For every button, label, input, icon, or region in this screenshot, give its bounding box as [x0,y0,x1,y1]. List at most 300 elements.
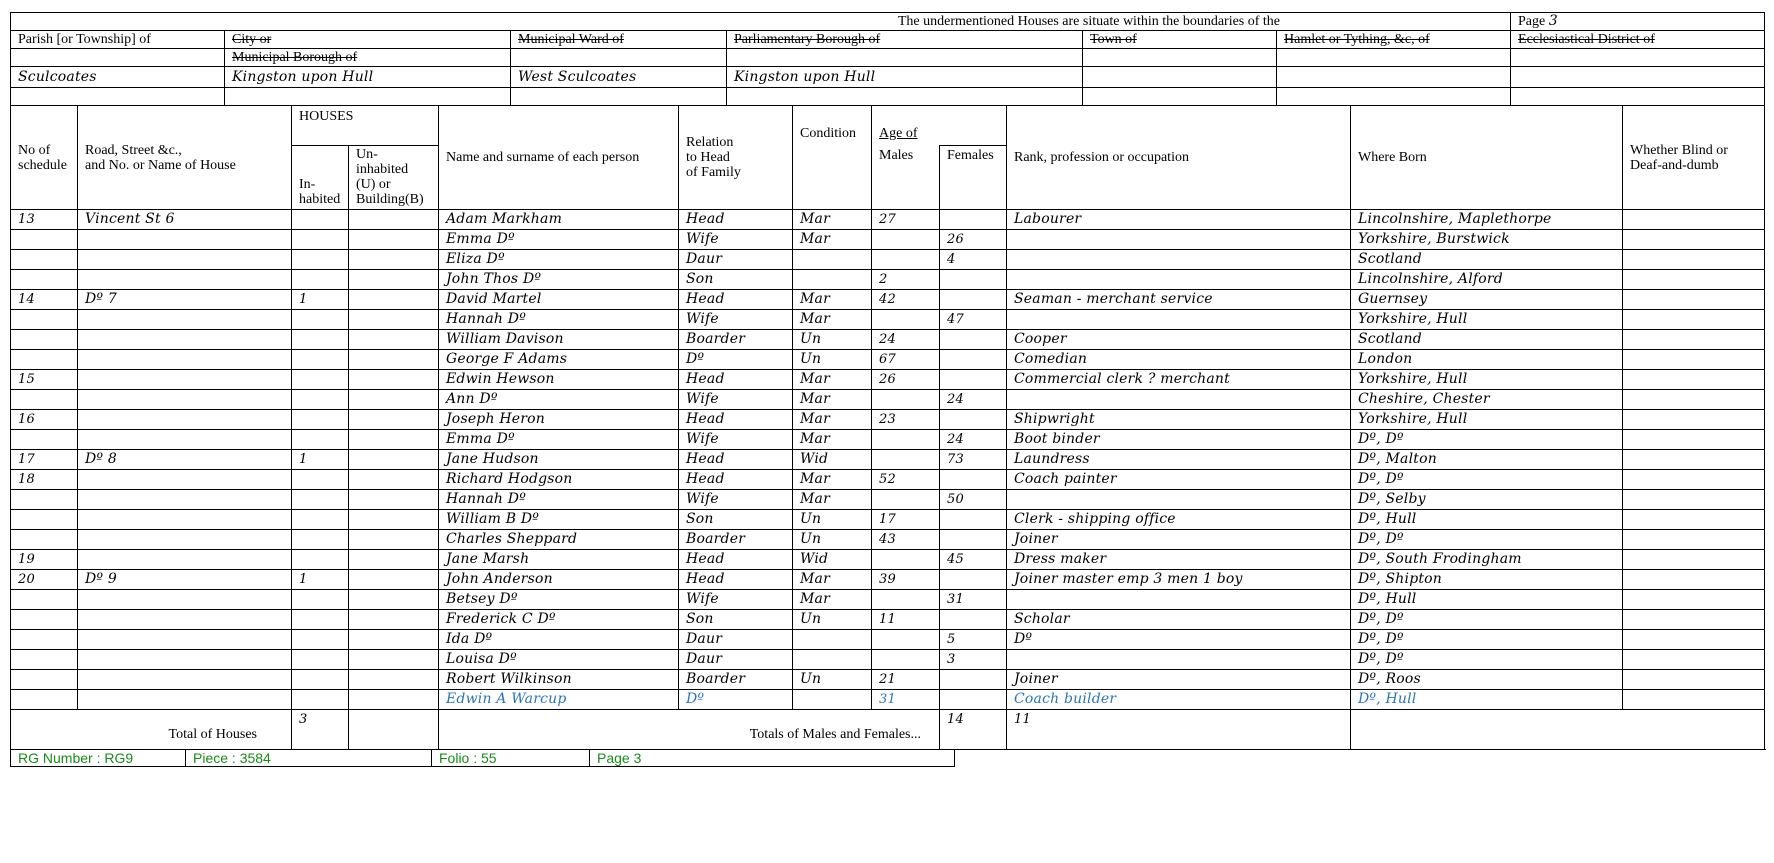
uninhabited-cell [349,270,439,290]
uninhabited-cell [349,610,439,630]
occupation-cell: Cooper [1007,330,1351,350]
road-cell [78,490,292,510]
relation-cell: Son [679,610,793,630]
occupation-cell: Seaman - merchant service [1007,290,1351,310]
road-cell [78,550,292,570]
schedule-cell [11,270,78,290]
relation-cell: Wife [679,590,793,610]
name-cell: George F Adams [439,350,679,370]
males-cell [872,310,940,330]
col-name: Name and surname of each person [439,106,679,210]
inhabited-cell [292,310,349,330]
occupation-cell: Dress maker [1007,550,1351,570]
inhabited-cell [292,230,349,250]
table-row [11,310,1765,330]
uninhabited-cell [349,230,439,250]
eccl-label: Ecclesiastical District of [1511,31,1765,49]
males-cell [872,250,940,270]
condition-cell: Un [793,330,872,350]
total-houses-label: Total of Houses [11,710,292,750]
condition-cell: Un [793,350,872,370]
occupation-cell [1007,650,1351,670]
totals-row [11,710,1765,750]
census-rows [11,210,1765,710]
col-uninhabited: Un- inhabited (U) or Building(B) [349,146,439,210]
condition-cell: Wid [793,450,872,470]
inhabited-cell [292,470,349,490]
females-cell: 24 [940,390,1007,410]
males-cell [872,230,940,250]
table-row [11,210,1765,230]
relation-cell: Head [679,410,793,430]
occupation-cell: Joiner [1007,670,1351,690]
males-cell [872,430,940,450]
born-cell: Dº, Roos [1351,670,1623,690]
relation-cell: Head [679,470,793,490]
col-blind: Whether Blind or Deaf-and-dumb [1623,106,1765,210]
condition-cell: Mar [793,210,872,230]
table-row [11,530,1765,550]
total-females: 11 [1007,710,1351,750]
schedule-cell [11,590,78,610]
males-cell: 24 [872,330,940,350]
road-cell [78,690,292,710]
table-row [11,610,1765,630]
males-cell [872,390,940,410]
inhabited-cell [292,390,349,410]
blind-cell [1623,330,1765,350]
road-cell [78,330,292,350]
reference-footer [10,749,955,767]
road-cell [78,250,292,270]
occupation-cell: Boot binder [1007,430,1351,450]
road-cell [78,530,292,550]
col-males: Males [872,146,940,210]
schedule-cell: 15 [11,370,78,390]
col-females: Females [940,146,1007,210]
relation-cell: Dº [679,350,793,370]
table-row [11,330,1765,350]
blind-cell [1623,490,1765,510]
condition-cell: Mar [793,290,872,310]
relation-cell: Head [679,450,793,470]
born-cell: Yorkshire, Burstwick [1351,230,1623,250]
name-cell: Robert Wilkinson [439,670,679,690]
relation-cell: Boarder [679,530,793,550]
relation-cell: Son [679,510,793,530]
name-cell: Adam Markham [439,210,679,230]
schedule-cell [11,310,78,330]
females-cell [940,570,1007,590]
city-label: City or [225,31,511,49]
inhabited-cell [292,330,349,350]
condition-cell [793,630,872,650]
table-row [11,250,1765,270]
inhabited-cell [292,430,349,450]
males-cell [872,630,940,650]
name-cell: Emma Dº [439,430,679,450]
occupation-cell [1007,270,1351,290]
born-cell: Scotland [1351,330,1623,350]
schedule-cell: 14 [11,290,78,310]
blind-cell [1623,630,1765,650]
schedule-cell [11,530,78,550]
inhabited-cell [292,690,349,710]
table-row [11,290,1765,310]
table-row [11,690,1765,710]
born-cell: Dº, Hull [1351,690,1623,710]
town-label: Town of [1083,31,1277,49]
males-cell: 67 [872,350,940,370]
schedule-cell: 19 [11,550,78,570]
born-cell: Scotland [1351,250,1623,270]
females-cell [940,410,1007,430]
inhabited-cell [292,550,349,570]
males-cell: 42 [872,290,940,310]
schedule-cell [11,250,78,270]
blind-cell [1623,430,1765,450]
name-cell: Edwin Hewson [439,370,679,390]
page-label: Page [1518,14,1546,29]
occupation-cell [1007,310,1351,330]
blind-cell [1623,690,1765,710]
name-cell: Emma Dº [439,230,679,250]
relation-cell: Dº [679,690,793,710]
blind-cell [1623,210,1765,230]
condition-cell [793,690,872,710]
road-cell: Dº 9 [78,570,292,590]
females-cell [940,530,1007,550]
table-row [11,570,1765,590]
road-cell [78,350,292,370]
road-cell [78,470,292,490]
condition-cell: Mar [793,570,872,590]
col-schedule: No of schedule [11,106,78,210]
relation-cell: Head [679,370,793,390]
uninhabited-cell [349,370,439,390]
parl-value: Kingston upon Hull [727,67,1083,88]
condition-cell: Un [793,530,872,550]
males-cell [872,490,940,510]
relation-cell: Head [679,210,793,230]
ward-value: West Sculcoates [511,67,727,88]
uninhabited-cell [349,590,439,610]
col-inhabited: In- habited [292,146,349,210]
blind-cell [1623,650,1765,670]
inhabited-cell: 1 [292,290,349,310]
inhabited-cell [292,630,349,650]
blind-cell [1623,230,1765,250]
name-cell: Frederick C Dº [439,610,679,630]
road-cell [78,270,292,290]
col-condition: Condition [793,106,872,210]
name-cell: Hannah Dº [439,490,679,510]
females-cell: 5 [940,630,1007,650]
blind-cell [1623,610,1765,630]
blind-cell [1623,250,1765,270]
relation-cell: Boarder [679,330,793,350]
blind-cell [1623,290,1765,310]
table-row [11,370,1765,390]
table-row [11,230,1765,250]
born-cell: Lincolnshire, Maplethorpe [1351,210,1623,230]
born-cell: Dº, Hull [1351,590,1623,610]
males-cell: 52 [872,470,940,490]
total-mf-label: Totals of Males and Females... [439,710,940,750]
piece-number: Piece : 3584 [186,750,432,767]
blind-cell [1623,590,1765,610]
born-cell: Dº, Dº [1351,630,1623,650]
schedule-cell [11,350,78,370]
road-cell [78,410,292,430]
schedule-cell [11,430,78,450]
females-cell: 26 [940,230,1007,250]
blind-cell [1623,370,1765,390]
parish-value: Sculcoates [11,67,225,88]
uninhabited-cell [349,430,439,450]
condition-cell: Mar [793,370,872,390]
occupation-cell: Clerk - shipping office [1007,510,1351,530]
occupation-cell [1007,390,1351,410]
condition-cell: Mar [793,430,872,450]
folio-number: Folio : 55 [432,750,590,767]
blind-cell [1623,670,1765,690]
name-cell: Jane Hudson [439,450,679,470]
born-cell: Dº, Shipton [1351,570,1623,590]
uninhabited-cell [349,210,439,230]
occupation-cell: Joiner master emp 3 men 1 boy [1007,570,1351,590]
males-cell: 2 [872,270,940,290]
road-cell: Dº 7 [78,290,292,310]
inhabited-cell [292,530,349,550]
occupation-cell: Labourer [1007,210,1351,230]
table-row [11,350,1765,370]
schedule-cell [11,630,78,650]
condition-cell [793,270,872,290]
parl-label: Parliamentary Borough of [727,31,1083,49]
schedule-cell [11,230,78,250]
uninhabited-cell [349,530,439,550]
schedule-cell [11,670,78,690]
inhabited-cell [292,270,349,290]
born-cell: Dº, Selby [1351,490,1623,510]
blind-cell [1623,350,1765,370]
born-cell: Dº, Dº [1351,610,1623,630]
born-cell: Cheshire, Chester [1351,390,1623,410]
occupation-cell: Laundress [1007,450,1351,470]
males-cell [872,550,940,570]
males-cell: 23 [872,410,940,430]
schedule-cell [11,690,78,710]
uninhabited-cell [349,510,439,530]
table-row [11,630,1765,650]
name-cell: Edwin A Warcup [439,690,679,710]
condition-cell [793,250,872,270]
road-cell [78,230,292,250]
name-cell: Ann Dº [439,390,679,410]
schedule-cell: 18 [11,470,78,490]
occupation-cell [1007,230,1351,250]
relation-cell: Wife [679,230,793,250]
table-row [11,510,1765,530]
relation-cell: Son [679,270,793,290]
males-cell: 26 [872,370,940,390]
name-cell: William Davison [439,330,679,350]
name-cell: Eliza Dº [439,250,679,270]
occupation-cell: Dº [1007,630,1351,650]
table-row [11,470,1765,490]
borough-label: Municipal Borough of [225,49,511,67]
females-cell [940,670,1007,690]
name-cell: Richard Hodgson [439,470,679,490]
inhabited-cell [292,370,349,390]
relation-cell: Head [679,550,793,570]
page-number-cell [1511,13,1765,31]
blind-cell [1623,510,1765,530]
relation-cell: Wife [679,430,793,450]
name-cell: Louisa Dº [439,650,679,670]
name-cell: David Martel [439,290,679,310]
name-cell: William B Dº [439,510,679,530]
uninhabited-cell [349,330,439,350]
col-born: Where Born [1351,106,1623,210]
uninhabited-cell [349,410,439,430]
males-cell [872,650,940,670]
born-cell: Dº, Dº [1351,430,1623,450]
name-cell: Jane Marsh [439,550,679,570]
schedule-cell [11,610,78,630]
born-cell: Yorkshire, Hull [1351,310,1623,330]
females-cell: 73 [940,450,1007,470]
males-cell: 17 [872,510,940,530]
condition-cell [793,650,872,670]
males-cell [872,590,940,610]
females-cell: 31 [940,590,1007,610]
born-cell: Dº, Hull [1351,510,1623,530]
boundaries-header [10,12,1765,106]
condition-cell: Un [793,610,872,630]
relation-cell: Wife [679,310,793,330]
col-occupation: Rank, profession or occupation [1007,106,1351,210]
inhabited-cell [292,510,349,530]
col-age: Age of [872,106,1007,146]
blind-cell [1623,570,1765,590]
col-relation: Relation to Head of Family [679,106,793,210]
ward-label: Municipal Ward of [511,31,727,49]
inhabited-cell [292,210,349,230]
blind-cell [1623,470,1765,490]
col-houses: HOUSES [292,106,439,146]
born-cell: Lincolnshire, Alford [1351,270,1623,290]
road-cell [78,670,292,690]
occupation-cell: Scholar [1007,610,1351,630]
condition-cell: Mar [793,390,872,410]
table-row [11,410,1765,430]
blind-cell [1623,450,1765,470]
name-cell: Betsey Dº [439,590,679,610]
rg-number: RG Number : RG9 [11,750,186,767]
relation-cell: Head [679,290,793,310]
road-cell [78,430,292,450]
table-row [11,490,1765,510]
blind-cell [1623,410,1765,430]
header-title: The undermentioned Houses are situate within the boundaries of the [11,13,1511,31]
name-cell: John Thos Dº [439,270,679,290]
inhabited-cell: 1 [292,570,349,590]
condition-cell: Mar [793,590,872,610]
page-number: 3 [1548,13,1558,29]
inhabited-cell [292,670,349,690]
relation-cell: Boarder [679,670,793,690]
occupation-cell: Joiner [1007,530,1351,550]
inhabited-cell [292,250,349,270]
occupation-cell [1007,590,1351,610]
schedule-cell [11,390,78,410]
uninhabited-cell [349,290,439,310]
table-row [11,270,1765,290]
occupation-cell [1007,490,1351,510]
name-cell: Joseph Heron [439,410,679,430]
females-cell [940,370,1007,390]
condition-cell: Un [793,510,872,530]
occupation-cell: Commercial clerk ? merchant [1007,370,1351,390]
males-cell: 39 [872,570,940,590]
inhabited-cell [292,350,349,370]
born-cell: London [1351,350,1623,370]
females-cell: 4 [940,250,1007,270]
inhabited-cell [292,610,349,630]
females-cell [940,270,1007,290]
uninhabited-cell [349,630,439,650]
born-cell: Yorkshire, Hull [1351,370,1623,390]
blind-cell [1623,310,1765,330]
road-cell [78,610,292,630]
road-cell: Vincent St 6 [78,210,292,230]
uninhabited-cell [349,690,439,710]
uninhabited-cell [349,450,439,470]
road-cell [78,590,292,610]
males-cell: 31 [872,690,940,710]
males-cell: 11 [872,610,940,630]
uninhabited-cell [349,470,439,490]
condition-cell: Mar [793,410,872,430]
schedule-cell: 17 [11,450,78,470]
schedule-cell [11,490,78,510]
schedule-cell [11,650,78,670]
relation-cell: Head [679,570,793,590]
footer-page: Page 3 [590,750,955,767]
blind-cell [1623,270,1765,290]
condition-cell: Mar [793,470,872,490]
table-row [11,550,1765,570]
males-cell: 21 [872,670,940,690]
inhabited-cell: 1 [292,450,349,470]
census-table [10,105,1765,750]
occupation-cell [1007,250,1351,270]
females-cell: 3 [940,650,1007,670]
road-cell [78,630,292,650]
blind-cell [1623,530,1765,550]
blind-cell [1623,550,1765,570]
col-road: Road, Street &c., and No. or Name of House [78,106,292,210]
females-cell: 47 [940,310,1007,330]
schedule-cell: 16 [11,410,78,430]
females-cell: 50 [940,490,1007,510]
born-cell: Dº, Malton [1351,450,1623,470]
condition-cell: Mar [793,310,872,330]
females-cell [940,290,1007,310]
born-cell: Guernsey [1351,290,1623,310]
